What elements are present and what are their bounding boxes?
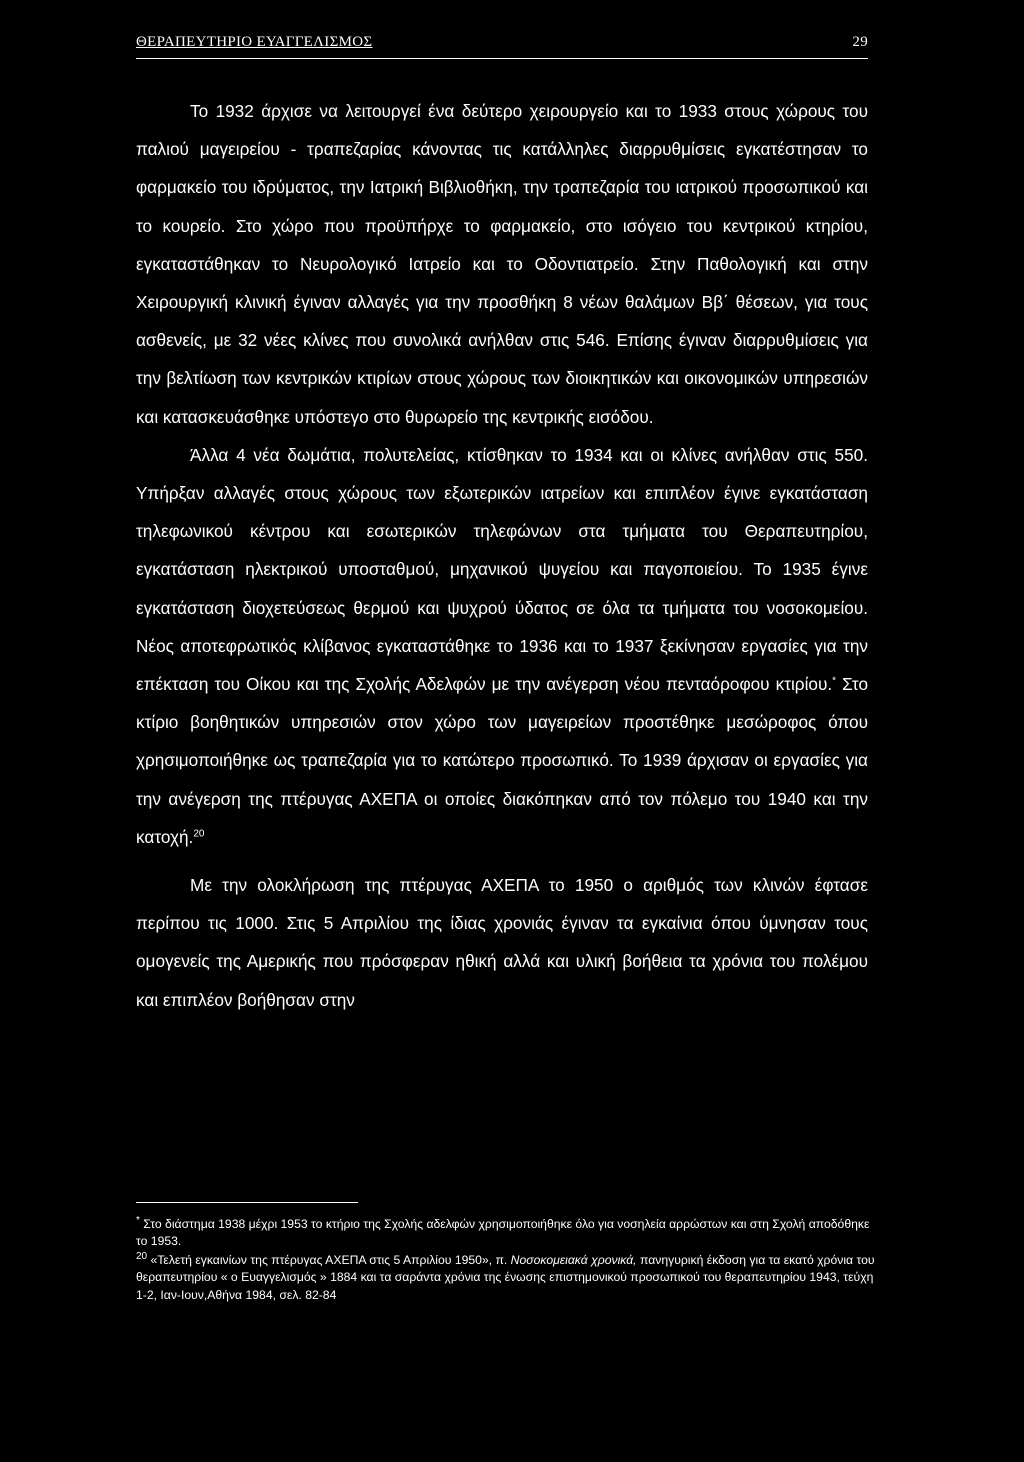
footnote-1 xyxy=(136,1216,876,1251)
footnote-2 xyxy=(136,1252,876,1304)
footnote-1-text: Στο διάστημα 1938 μέχρι 1953 το κτήριο της Σχολής αδελφών χρησιμοποιήθηκε όλο για νοσηλεία αρρώστων και στη Σχολή αποδόθηκε το 1953. xyxy=(136,1217,870,1249)
footnote-2-journal-title: Νοσοκομειακά χρονικά, xyxy=(510,1252,637,1267)
paragraph-2 xyxy=(136,436,868,856)
paragraph-2-continuation: Στο κτίριο βοηθητικών υπηρεσιών στον χώρο των μαγειρείων προστέθηκε μεσώροφος όπου χρησιμοποιήθηκε ως τραπεζαρία για το κατώτερο προσωπικό. Το 1939 άρχισαν οι εργασίες για την ανέγερση της πτέρυγας ΑΧΕΠΑ οι οποίες διακόπηκαν από τον πόλεμο του 1940 και την κατοχή. xyxy=(136,674,869,847)
paragraph-2-text: Άλλα 4 νέα δωμάτια, πολυτελείας, κτίσθηκαν το 1934 και οι κλίνες ανήλθαν στις 550. Υπήρξαν αλλαγές στους χώρους των εξωτερικών ιατρείων και επιπλέον έγινε εγκατάσταση τηλεφωνικού κέντρου και εσωτερικών τηλεφώνων στα τμήματα του Θεραπευτηρίου, εγκατάσταση ηλεκτρικού υποσταθμού, μηχανικού ψυγείου και παγοποιείου. Το 1935 έγινε εγκατάσταση διοχετεύσεως θερμού και ψυχρού ύδατος σε όλα τα τμήματα του νοσοκομείου. Νέος αποτεφρωτικός κλίβανος εγκαταστάθηκε το 1936 και το 1937 ξεκίνησαν εργασίες για την επέκταση του Οίκου και της Σχολής Αδελφών με την ανέγερση νέου πενταόροφου κτιρίου. xyxy=(136,444,868,695)
footnote-ref-20: 20 xyxy=(193,828,205,840)
paragraph-3: Με την ολοκλήρωση της πτέρυγας ΑΧΕΠΑ το 1950 ο αριθμός των κλινών έφτασε περίπου τις 1000. Στις 5 Απριλίου της ίδιας χρονιάς έγιναν τα εγκαίνια όπου ύμνησαν τους ομογενείς της Αμερικής που πρόσφεραν ηθική αλλά και υλική βοήθεια τα χρόνια του πολέμου και επιπλέον βοήθησαν στην xyxy=(136,875,868,1010)
footnote-2-text-a: «Τελετή εγκαινίων της πτέρυγας ΑΧΕΠΑ στις 5 Απριλίου 1950», π. xyxy=(147,1252,511,1267)
footnote-marker-asterisk: * xyxy=(832,675,837,687)
body-text xyxy=(136,92,868,1019)
footnote-2-text-b: πανηγυρική έκδοση για τα εκατό χρόνια του θεραπευτηρίου « ο Ευαγγελισμός » 1884 και τα σαράντα χρόνια της ένωσης επιστημονικού προσωπικού του θεραπευτηρίου 1943, τεύχη 1-2, Ιαν-Ιουν,Αθήνα 1984, σελ. 82-84 xyxy=(136,1252,875,1302)
footnotes xyxy=(136,1216,876,1304)
footnote-2-mark: 20 xyxy=(136,1250,148,1262)
paragraph-1: Το 1932 άρχισε να λειτουργεί ένα δεύτερο χειρουργείο και το 1933 στους χώρους του παλιού μαγειρείου - τραπεζαρίας κάνοντας τις κατάλληλες διαρρυθμίσεις εγκατέστησαν το φαρμακείο του ιδρύματος, την Ιατρική Βιβλιοθήκη, την τραπεζαρία του ιατρικού προσωπικού και το κουρείο. Στο χώρο που προϋπήρχε το φαρμακείο, στο ισόγειο του κεντρικού κτηρίου, εγκαταστάθηκαν το Νευρολογικό Ιατρείο και το Οδοντιατρείο. Στην Παθολογική και στην Χειρουργική κλινική έγιναν αλλαγές για την προσθήκη 8 νέων θαλάμων Ββ΄ θέσεων, για τους ασθενείς, με 32 νέες κλίνες που συνολικά ανήλθαν στις 546. Επίσης έγιναν διαρρυθμίσεις για την βελτίωση των κεντρικών κτιρίων στους χώρους των διοικητικών και οικονομικών υπηρεσιών και κατασκευάσθηκε υπόστεγο στο θυρωρείο της κεντρικής εισόδου. xyxy=(136,101,868,427)
page-header xyxy=(136,34,868,59)
footnote-divider xyxy=(136,1202,358,1203)
page-number: 29 xyxy=(852,34,868,50)
footnote-1-mark: * xyxy=(136,1214,140,1226)
running-title: ΘΕΡΑΠΕΥΤΗΡΙΟ ΕΥΑΓΓΕΛΙΣΜΟΣ xyxy=(136,34,373,50)
